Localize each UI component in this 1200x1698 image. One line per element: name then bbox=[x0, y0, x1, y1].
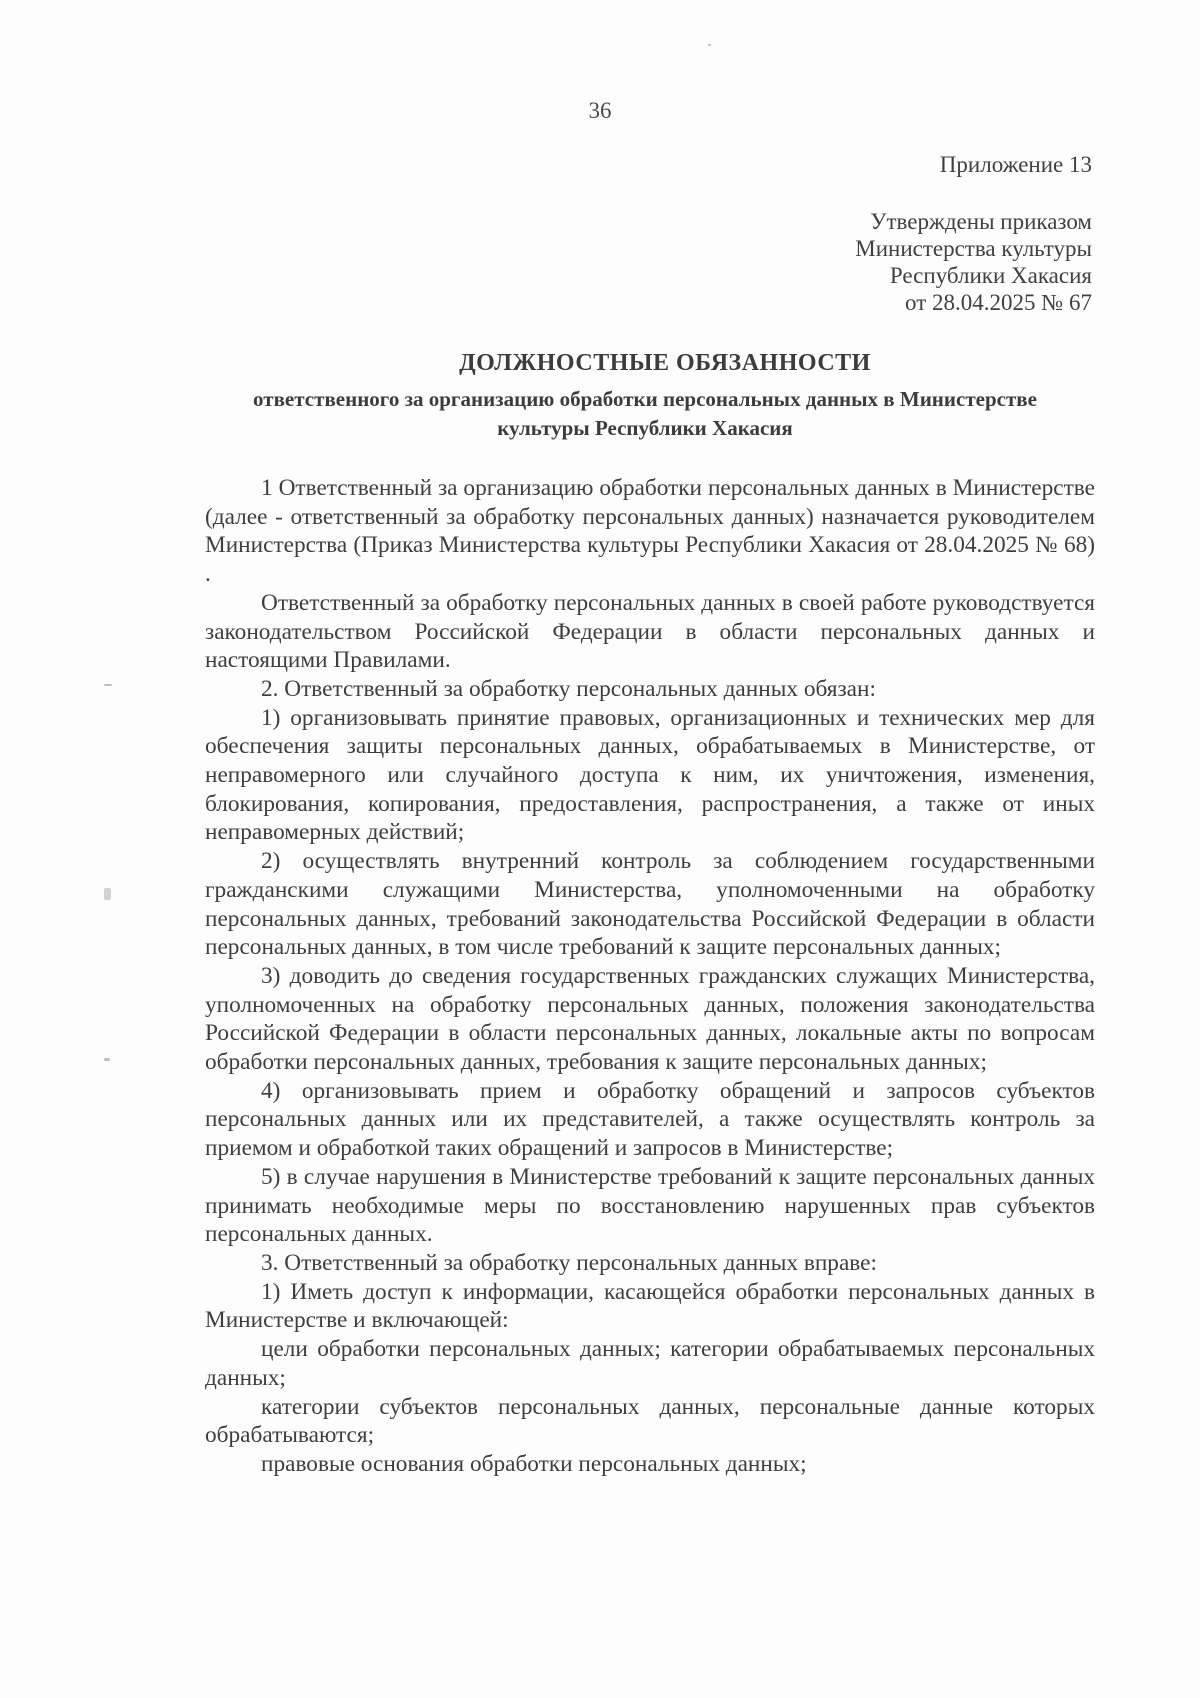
paragraph: 2) осуществлять внутренний контроль за соблюдением государственными гражданскими служащими Министерства, уполномоченными на обработку персональных данных, требований законодательства Российской Федерации в области персональных данных, в том числе требований к защите персональных данных; bbox=[205, 848, 1095, 961]
scan-speck bbox=[104, 684, 112, 686]
paragraph: 1) Иметь доступ к информации, касающейся обработки персональных данных в Министерстве и включающей: bbox=[205, 1278, 1095, 1334]
scan-speck bbox=[104, 1058, 110, 1061]
paragraph: цели обработки персональных данных; категории обрабатываемых персональных данных; bbox=[205, 1336, 1095, 1391]
approval-block bbox=[855, 208, 1092, 316]
scan-speck bbox=[708, 44, 711, 46]
title-block bbox=[210, 350, 1080, 443]
page-number: 36 bbox=[588, 98, 612, 123]
scan-speck bbox=[104, 888, 111, 900]
paragraph: категории субъектов персональных данных, персональные данные которых обрабатываются; bbox=[205, 1393, 1095, 1449]
paragraph: 1) организовывать принятие правовых, организационных и технических мер для обеспечения защиты персональных данных, обрабатываемых в Министерстве, от неправомерного или случайного доступа к ним, их уничтожения, изменения, блокирования, копирования, предоставления, распространения, а также от иных неправомерных действий; bbox=[205, 704, 1095, 846]
document-body bbox=[205, 474, 1095, 1479]
approval-line: Министерства культуры bbox=[855, 236, 1092, 261]
paragraph: 3. Ответственный за обработку персональных данных вправе: bbox=[261, 1249, 877, 1276]
appendix-label: Приложение 13 bbox=[939, 152, 1092, 177]
approval-line: Республики Хакасия bbox=[889, 263, 1092, 288]
paragraph: правовые основания обработки персональных данных; bbox=[261, 1450, 807, 1477]
paragraph: Ответственный за обработку персональных данных в своей работе руководствуется законодательством Российской Федерации в области персональных данных и настоящими Правилами. bbox=[205, 589, 1095, 674]
approval-line: от 28.04.2025 № 67 bbox=[905, 290, 1092, 315]
document-subtitle: ответственного за организацию обработки персональных данных в Министерстве культуры Республики Хакасия bbox=[253, 387, 1037, 440]
paragraph: 4) организовывать прием и обработку обращений и запросов субъектов персональных данных или их представителей, а также осуществлять контроль за приемом и обработкой таких обращений и запросов в Министерстве; bbox=[205, 1077, 1095, 1162]
paragraph: 3) доводить до сведения государственных гражданских служащих Министерства, уполномоченных на обработку персональных данных, положения законодательства Российской Федерации в области персональных данных, локальные акты по вопросам обработки персональных данных, требования к защите персональных данных; bbox=[205, 962, 1095, 1076]
document-title: ДОЛЖНОСТНЫЕ ОБЯЗАННОСТИ bbox=[459, 350, 871, 376]
paragraph: 5) в случае нарушения в Министерстве требований к защите персональных данных принимать необходимые меры по восстановлению нарушенных прав субъектов персональных данных. bbox=[205, 1163, 1095, 1248]
paragraph: 1 Ответственный за организацию обработки персональных данных в Министерстве (далее - ответственный за обработку персональных данных) назначается руководителем Министерства (Приказ Министерства культуры Республики Хакасия от 28.04.2025 № 68) . bbox=[205, 475, 1095, 588]
paragraph: 2. Ответственный за обработку персональных данных обязан: bbox=[261, 675, 876, 702]
approval-line: Утверждены приказом bbox=[870, 209, 1092, 234]
